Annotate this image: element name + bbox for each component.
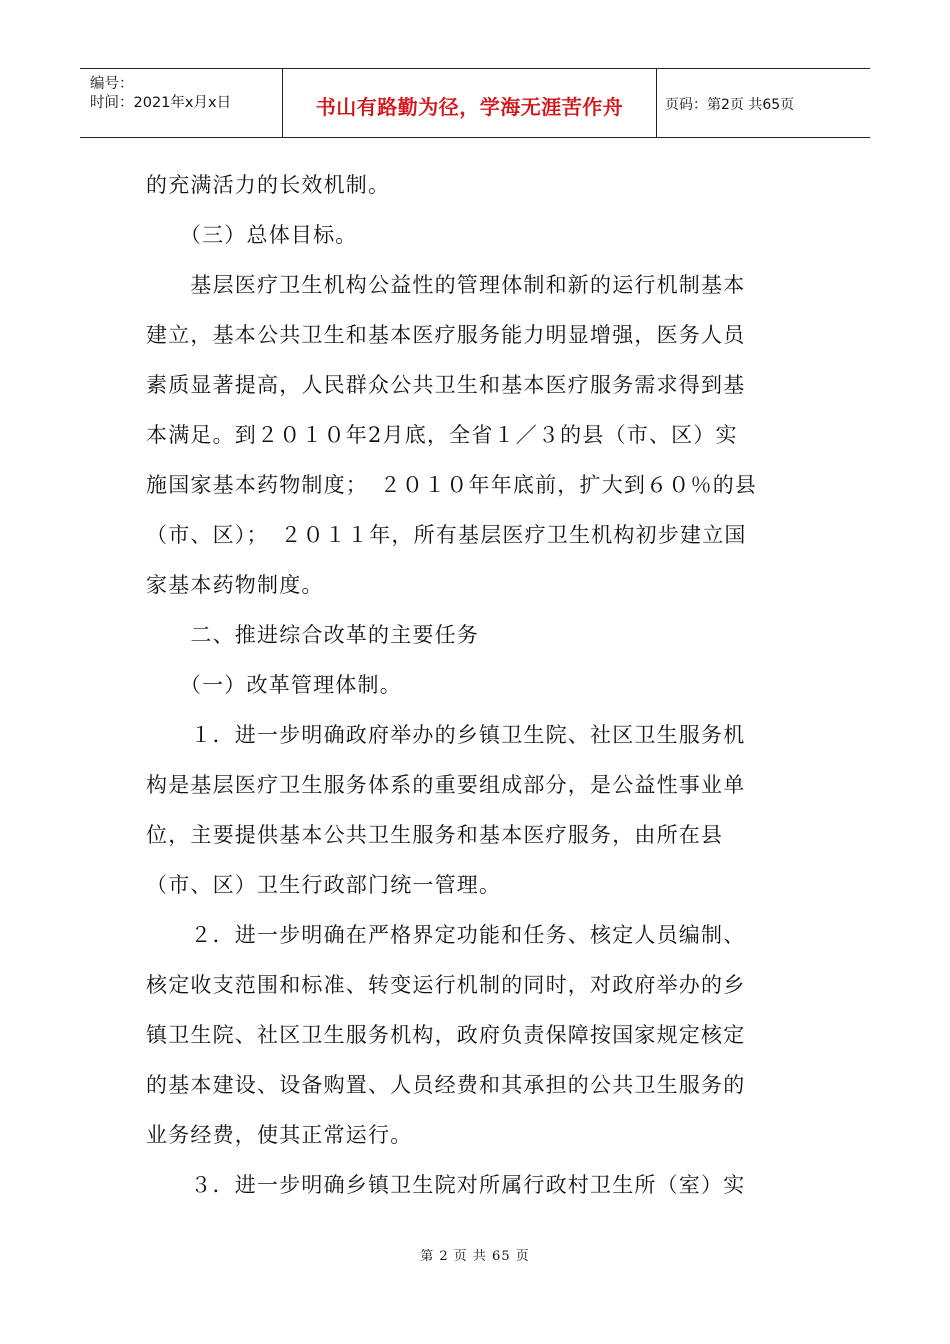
body-line: 镇卫生院、社区卫生服务机构，政府负责保障按国家规定核定 <box>146 1023 746 1047</box>
body-line: 素质显著提高，人民群众公共卫生和基本医疗服务需求得到基 <box>146 373 746 397</box>
header-page-cell <box>657 69 870 137</box>
body-line: （市、区）卫生行政部门统一管理。 <box>146 873 502 897</box>
body-line: 家基本药物制度。 <box>146 573 324 597</box>
motto-text: 书山有路勤为径，学海无涯苦作舟 <box>315 95 624 119</box>
page-code-label: 页码：第2页 共65页 <box>665 97 795 113</box>
section-heading: （三）总体目标。 <box>146 223 358 247</box>
body-line: 基层医疗卫生机构公益性的管理体制和新的运行机制基本 <box>146 273 746 297</box>
body-line: 业务经费，使其正常运行。 <box>146 1123 413 1147</box>
header-meta-cell <box>80 69 283 137</box>
body-line: ３．进一步明确乡镇卫生院对所属行政村卫生所（室）实 <box>146 1173 746 1197</box>
body-line: 施国家基本药物制度； ２０１０年年底前，扩大到６０％的县 <box>146 473 758 497</box>
document-time-label: 时间：2021年x月x日 <box>90 95 232 111</box>
body-line: （市、区）； ２０１１年，所有基层医疗卫生机构初步建立国 <box>146 523 747 547</box>
body-line: 位，主要提供基本公共卫生服务和基本医疗服务，由所在县 <box>146 823 724 847</box>
section-heading: 二、推进综合改革的主要任务 <box>146 623 479 647</box>
document-body <box>146 160 806 1210</box>
document-number-label: 编号： <box>90 76 134 92</box>
body-line: 本满足。到２０１０年2月底，全省１／３的县（市、区）实 <box>146 423 738 447</box>
body-line: 的基本建设、设备购置、人员经费和其承担的公共卫生服务的 <box>146 1073 746 1097</box>
body-line: 构是基层医疗卫生服务体系的重要组成部分，是公益性事业单 <box>146 773 746 797</box>
body-line: 核定收支范围和标准、转变运行机制的同时，对政府举办的乡 <box>146 973 746 997</box>
body-line: 的充满活力的长效机制。 <box>146 173 391 197</box>
section-heading: （一）改革管理体制。 <box>146 673 402 697</box>
body-line: １．进一步明确政府举办的乡镇卫生院、社区卫生服务机 <box>146 723 746 747</box>
header-motto-cell <box>283 69 657 137</box>
body-line: ２．进一步明确在严格界定功能和任务、核定人员编制、 <box>146 923 746 947</box>
body-line: 建立，基本公共卫生和基本医疗服务能力明显增强，医务人员 <box>146 323 746 347</box>
page-footer: 第 2 页 共 65 页 <box>420 1249 530 1264</box>
document-header <box>80 68 870 138</box>
